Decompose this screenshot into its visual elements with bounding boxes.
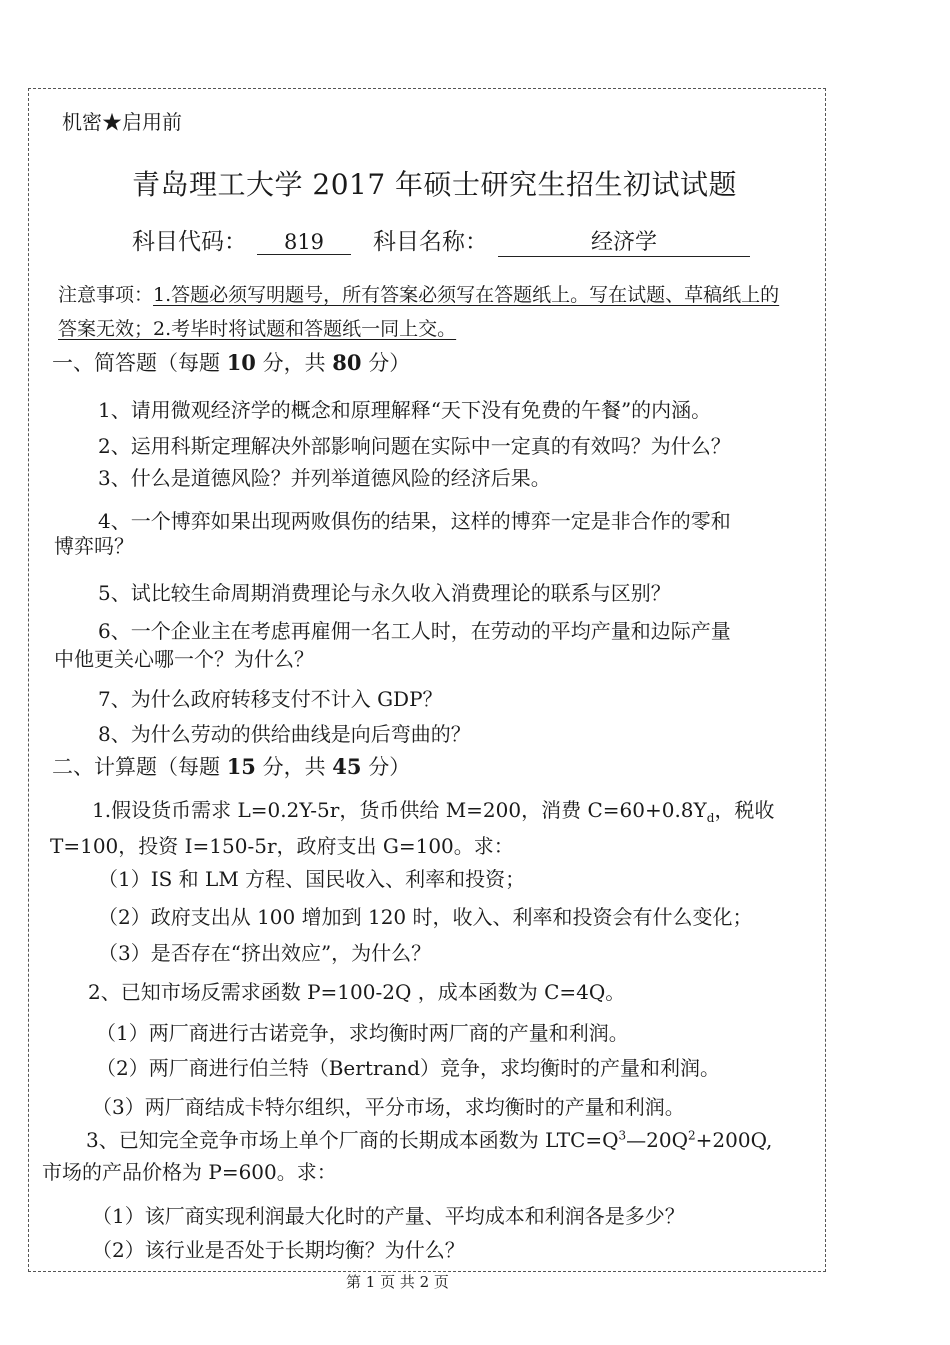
- problem-2-3-part-1: （1）该厂商实现利润最大化时的产量、平均成本和利润各是多少？: [92, 1204, 685, 1228]
- question-1-5: 5、试比较生命周期消费理论与永久收入消费理论的联系与区别？: [98, 581, 671, 605]
- section1-title-mid: 分，共: [255, 351, 333, 375]
- problem-2-3-tail: +200Q,: [695, 1128, 773, 1152]
- problem-2-1-cont: T=100，投资 I=150-5r，政府支出 G=100。求：: [50, 834, 514, 858]
- problem-2-3: [86, 1124, 772, 1153]
- problem-2-1-text: 1.假设货币需求 L=0.2Y-5r，货币供给 M=200，消费 C=60+0.8Y: [92, 798, 707, 822]
- subject-name-label: 科目名称：: [373, 229, 488, 255]
- subject-name: 经济学: [498, 225, 750, 257]
- question-1-6-cont: 中他更关心哪一个？为什么？: [54, 647, 314, 671]
- section2-points-total: 45: [332, 754, 362, 779]
- section2-title-mid: 分，共: [255, 755, 333, 779]
- subject-code: 819: [257, 230, 351, 255]
- question-1-7: 7、为什么政府转移支付不计入 GDP？: [98, 687, 443, 711]
- problem-2-3-text: 3、已知完全竞争市场上单个厂商的长期成本函数为 LTC=Q: [86, 1128, 619, 1152]
- page-number: 第 1 页 共 2 页: [346, 1273, 449, 1291]
- question-1-6: 6、一个企业主在考虑再雇佣一名工人时，在劳动的平均产量和边际产量: [98, 619, 731, 643]
- section1-points-each: 10: [226, 350, 256, 375]
- question-1-8: 8、为什么劳动的供给曲线是向后弯曲的？: [98, 722, 471, 746]
- notice-label: 注意事项：: [58, 284, 154, 306]
- confidential-label: 机密★启用前: [62, 110, 182, 134]
- problem-2-3-exp-2: 2: [688, 1128, 696, 1143]
- section1-title-suffix: 分）: [361, 351, 411, 375]
- problem-2-3-mid: —20Q: [626, 1128, 689, 1152]
- section2-title-suffix: 分）: [361, 755, 411, 779]
- problem-2-3-part-2: （2）该行业是否处于长期均衡？为什么？: [92, 1238, 465, 1262]
- section2-title: [52, 751, 410, 781]
- problem-2-1-tail: ，税收: [714, 798, 775, 822]
- problem-2-1-part-3: （3）是否存在“挤出效应”，为什么？: [98, 941, 432, 965]
- section2-points-each: 15: [226, 754, 256, 779]
- section1-title-prefix: 一、简答题（每题: [52, 351, 227, 375]
- section1-points-total: 80: [332, 350, 362, 375]
- notice-line-1: [58, 280, 779, 307]
- question-1-3: 3、什么是道德风险？并列举道德风险的经济后果。: [98, 466, 551, 490]
- problem-2-2-part-2: （2）两厂商进行伯兰特（Bertrand）竞争，求均衡时的产量和利润。: [96, 1056, 721, 1080]
- problem-2-1-part-1: （1）IS 和 LM 方程、国民收入、利率和投资；: [98, 867, 526, 891]
- exam-title: 青岛理工大学 2017 年硕士研究生招生初试试题: [132, 168, 738, 201]
- question-1-4: 4、一个博弈如果出现两败俱伤的结果，这样的博弈一定是非合作的零和: [98, 509, 731, 533]
- subject-code-label: 科目代码：: [132, 229, 247, 255]
- problem-2-2-part-3: （3）两厂商结成卡特尔组织，平分市场，求均衡时的产量和利润。: [92, 1095, 685, 1119]
- problem-2-1: [92, 794, 774, 825]
- notice-text-2: 答案无效；2.考毕时将试题和答题纸一同上交。: [58, 318, 457, 340]
- notice-text-1: 1.答题必须写明题号，所有答案必须写在答题纸上。写在试题、草稿纸上的: [153, 284, 780, 306]
- notice-line-2: [58, 314, 456, 341]
- section2-title-prefix: 二、计算题（每题: [52, 755, 227, 779]
- section1-title: [52, 347, 410, 377]
- problem-2-2: 2、已知市场反需求函数 P=100-2Q ，成本函数为 C=4Q。: [88, 980, 626, 1004]
- problem-2-1-part-2: （2）政府支出从 100 增加到 120 时，收入、利率和投资会有什么变化；: [98, 905, 753, 929]
- problem-2-2-part-1: （1）两厂商进行古诺竞争，求均衡时两厂商的产量和利润。: [96, 1021, 629, 1045]
- subject-row: [132, 223, 750, 257]
- question-1-2: 2、运用科斯定理解决外部影响问题在实际中一定真的有效吗？为什么？: [98, 434, 731, 458]
- problem-2-1-subscript: d: [706, 811, 715, 825]
- problem-2-3-exp-1: 3: [618, 1128, 627, 1143]
- problem-2-3-cont: 市场的产品价格为 P=600。求：: [42, 1160, 337, 1184]
- question-1-4-cont: 博弈吗？: [54, 534, 134, 558]
- question-1-1: 1、请用微观经济学的概念和原理解释“天下没有免费的午餐”的内涵。: [98, 398, 712, 422]
